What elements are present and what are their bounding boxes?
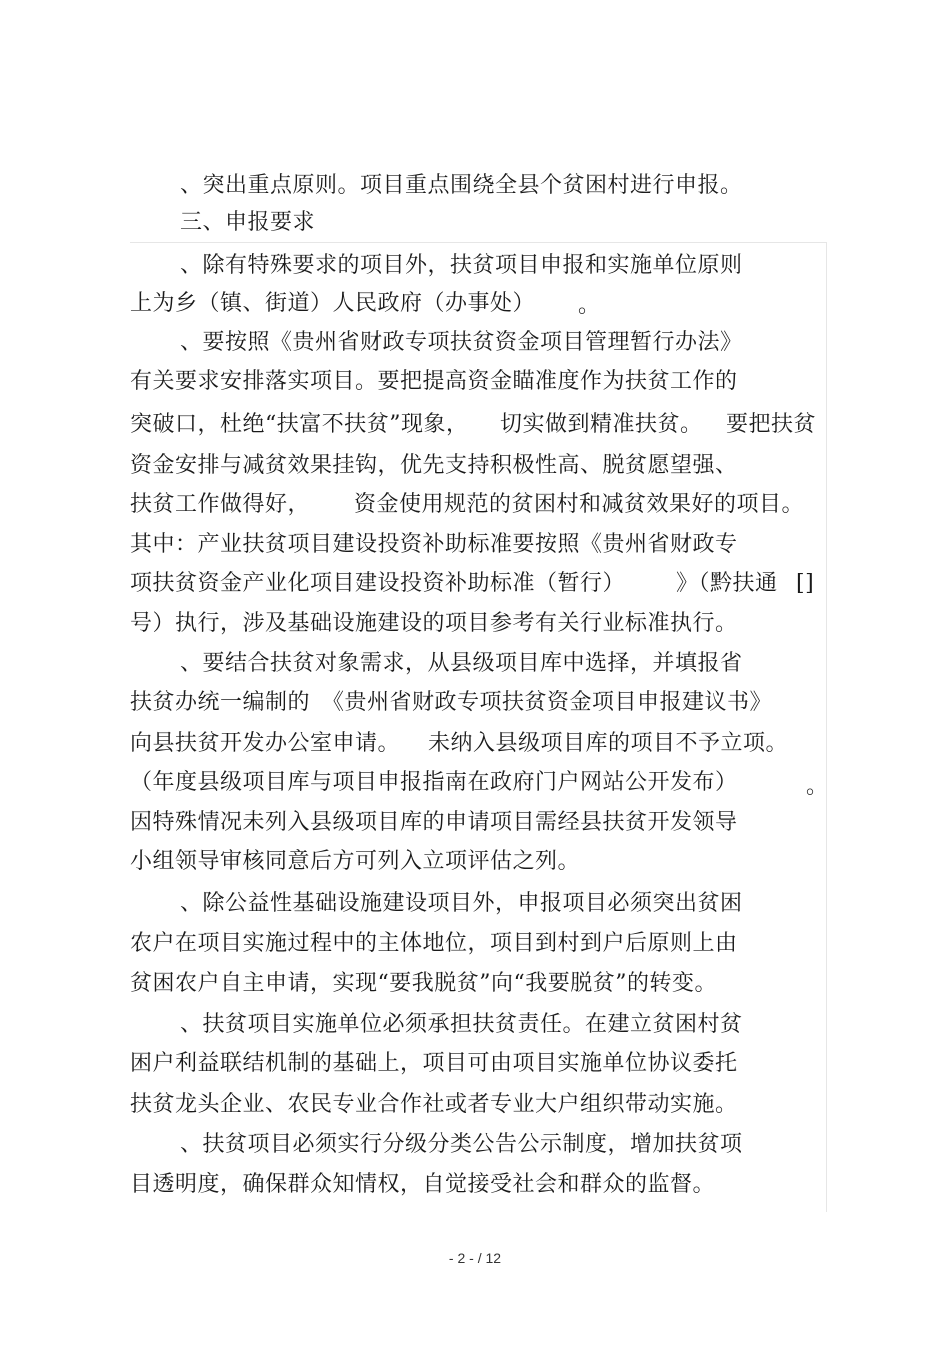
paragraph-line: 、扶贫项目实施单位必须承担扶贫责任。在建立贫困村贫 bbox=[180, 1012, 743, 1037]
paragraph-line: 农户在项目实施过程中的主体地位，项目到村到户后原则上由 bbox=[130, 931, 738, 956]
paragraph-line: 贫困农户自主申请，实现“要我脱贫”向“我要脱贫”的转变。 bbox=[130, 971, 717, 996]
punctuation-mark: 。 bbox=[578, 293, 601, 318]
paragraph-line: 号）执行，涉及基础设施建设的项目参考有关行业标准执行。 bbox=[130, 611, 738, 636]
section-heading: 三、申报要求 bbox=[180, 210, 316, 235]
paragraph-line: 未纳入县级项目库的项目不予立项。 bbox=[428, 731, 789, 756]
paragraph-line: 项扶贫资金产业化项目建设投资补助标准（暂行） bbox=[130, 571, 626, 596]
paragraph-line: 、扶贫项目必须实行分级分类公告公示制度，增加扶贫项 bbox=[180, 1132, 743, 1157]
paragraph-line: 、除有特殊要求的项目外，扶贫项目申报和实施单位原则 bbox=[180, 253, 743, 278]
paragraph-line: 资金安排与减贫效果挂钩，优先支持积极性高、脱贫愿望强、 bbox=[130, 453, 738, 478]
paragraph-line: 扶贫龙头企业、农民专业合作社或者专业大户组织带动实施。 bbox=[130, 1092, 738, 1117]
paragraph-line: （年度县级项目库与项目申报指南在政府门户网站公开发布） bbox=[130, 770, 738, 795]
paragraph-line: 切实做到精准扶贫。 bbox=[500, 412, 703, 437]
paragraph-line: 资金使用规范的贫困村和减贫效果好的项目。 bbox=[354, 492, 805, 517]
paragraph-line: 突破口，杜绝“扶富不扶贫”现象， bbox=[130, 412, 469, 437]
paragraph-line: 、除公益性基础设施建设项目外，申报项目必须突出贫困 bbox=[180, 891, 743, 916]
paragraph-line: 扶贫办统一编制的 bbox=[130, 690, 311, 715]
bracket-placeholder: [] bbox=[796, 571, 815, 596]
paragraph-line: 《贵州省财政专项扶贫资金项目申报建议书》 bbox=[322, 690, 773, 715]
paragraph-line: 要把扶贫 bbox=[726, 412, 817, 437]
frame-top-rule bbox=[130, 242, 827, 243]
paragraph-line: 、突出重点原则。项目重点围绕全县个贫困村进行申报。 bbox=[180, 173, 743, 198]
punctuation-mark: 。 bbox=[806, 774, 829, 799]
paragraph-line: 困户利益联结机制的基础上，项目可由项目实施单位协议委托 bbox=[130, 1051, 738, 1076]
paragraph-line: 扶贫工作做得好， bbox=[130, 492, 311, 517]
paragraph-line: 因特殊情况未列入县级项目库的申请项目需经县扶贫开发领导 bbox=[130, 810, 738, 835]
paragraph-line: 上为乡（镇、街道）人民政府（办事处） bbox=[130, 291, 536, 316]
page-number: - 2 - / 12 bbox=[448, 1250, 502, 1266]
paragraph-line: 小组领导审核同意后方可列入立项评估之列。 bbox=[130, 849, 581, 874]
paragraph-line: 》（黔扶通 bbox=[676, 571, 778, 596]
paragraph-line: 向县扶贫开发办公室申请。 bbox=[130, 731, 401, 756]
paragraph-line: 目透明度，确保群众知情权，自觉接受社会和群众的监督。 bbox=[130, 1172, 716, 1197]
frame-right-rule bbox=[826, 242, 827, 1212]
paragraph-line: 有关要求安排落实项目。要把提高资金瞄准度作为扶贫工作的 bbox=[130, 369, 738, 394]
paragraph-line: 、要结合扶贫对象需求，从县级项目库中选择，并填报省 bbox=[180, 651, 743, 676]
paragraph-line: 其中：产业扶贫项目建设投资补助标准要按照《贵州省财政专 bbox=[130, 532, 738, 557]
paragraph-line: 、要按照《贵州省财政专项扶贫资金项目管理暂行办法》 bbox=[180, 330, 743, 355]
